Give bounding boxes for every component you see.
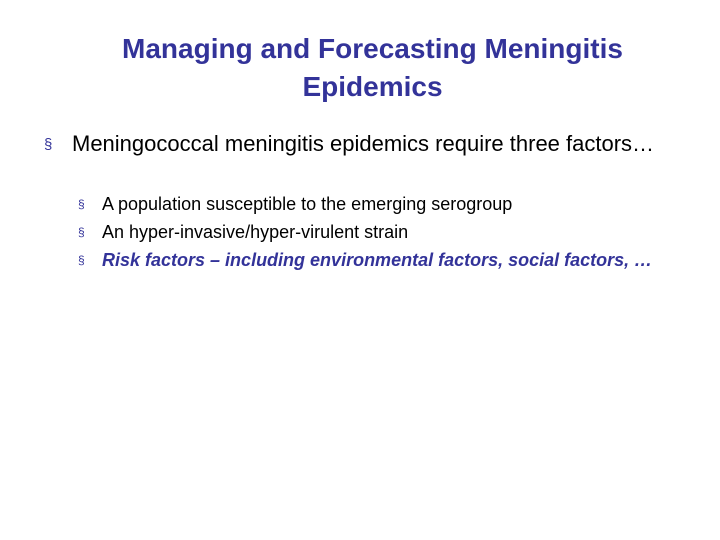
sub-bullet-list: [78, 193, 678, 277]
sub-bullet-item: [78, 193, 678, 216]
bullet-marker-icon: §: [78, 197, 85, 211]
bullet-marker-icon: §: [44, 136, 53, 153]
main-bullet: [44, 130, 684, 157]
sub-bullet-item: [78, 221, 678, 244]
sub-bullet-item-highlighted: [78, 249, 678, 272]
slide-title-line-2: Epidemics: [302, 71, 443, 102]
slide-title: [40, 30, 705, 106]
main-bullet-text: Meningococcal meningitis epidemics require three factors…: [72, 131, 655, 156]
sub-bullet-text: An hyper-invasive/hyper-virulent strain: [102, 222, 409, 242]
slide-title-line-1: Managing and Forecasting Meningitis: [122, 33, 623, 64]
sub-bullet-text: Risk factors – including environmental factors, social factors, …: [102, 250, 653, 270]
bullet-marker-icon: §: [78, 225, 85, 239]
sub-bullet-text: A population susceptible to the emerging serogroup: [102, 194, 513, 214]
bullet-marker-icon: §: [78, 253, 85, 267]
